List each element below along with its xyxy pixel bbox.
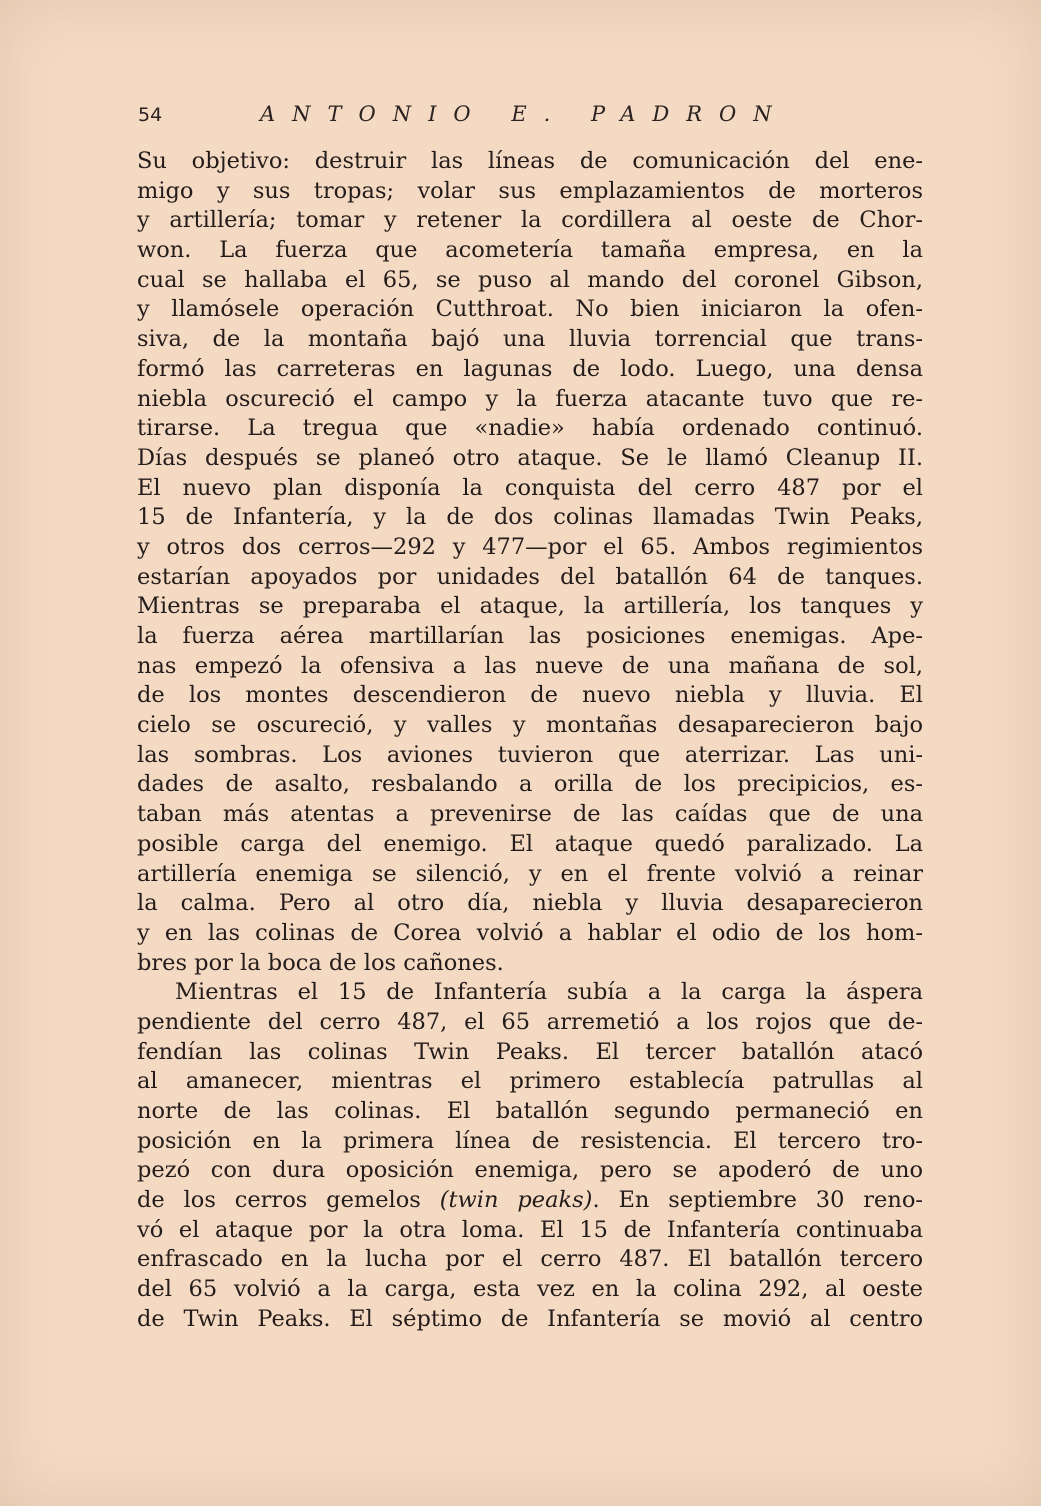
text-line: posición en la primera línea de resistencia. El tercero tro-	[137, 1127, 923, 1154]
text-line: cual se hallaba el 65, se puso al mando del coronel Gibson,	[137, 266, 923, 293]
text-line: nas empezó la ofensiva a las nueve de una mañana de sol,	[137, 652, 923, 679]
text-line: vó el ataque por la otra loma. El 15 de Infantería continuaba	[137, 1216, 923, 1243]
text-line: las sombras. Los aviones tuvieron que aterrizar. Las uni-	[137, 741, 923, 768]
text-line: siva, de la montaña bajó una lluvia torrencial que trans-	[137, 326, 923, 353]
text-line: formó las carreteras en lagunas de lodo. Luego, una densa	[137, 355, 923, 382]
text-line: de Twin Peaks. El séptimo de Infantería se movió al centro	[137, 1305, 923, 1332]
page-header	[138, 104, 938, 134]
text-line: pezó con dura oposición enemiga, pero se apoderó de uno	[137, 1157, 923, 1184]
text-line: pendiente del cerro 487, el 65 arremetió a los rojos que de-	[137, 1008, 923, 1035]
text-line: won. La fuerza que acometería tamaña empresa, en la	[137, 237, 923, 264]
running-head: ANTONIO E. PADRON	[260, 102, 789, 126]
text-run: . En septiembre 30 reno-	[592, 1187, 924, 1214]
text-line: tirarse. La tregua que «nadie» había ordenado continuó.	[137, 415, 923, 442]
text-line: norte de las colinas. El batallón segundo permaneció en	[137, 1098, 923, 1124]
text-line: y otros dos cerros—292 y 477—por el 65. Ambos regimientos	[137, 533, 923, 560]
text-line: Mientras se preparaba el ataque, la artillería, los tanques y	[137, 593, 923, 620]
text-line: Su objetivo: destruir las líneas de comunicación del ene-	[137, 148, 923, 174]
text-line: al amanecer, mientras el primero establecía patrullas al	[137, 1068, 923, 1095]
text-line: El nuevo plan disponía la conquista del cerro 487 por el	[137, 474, 923, 501]
text-line: cielo se oscureció, y valles y montañas desaparecieron bajo	[137, 712, 923, 739]
text-line: del 65 volvió a la carga, esta vez en la colina 292, al oeste	[137, 1276, 923, 1303]
text-line: Días después se planeó otro ataque. Se le llamó Cleanup II.	[137, 444, 923, 471]
text-line: dades de asalto, resbalando a orilla de los precipicios, es-	[137, 771, 923, 798]
text-line: taban más atentas a prevenirse de las caídas que de una	[137, 801, 923, 828]
text-line: estarían apoyados por unidades del batallón 64 de tanques.	[137, 563, 923, 590]
page-number: 54	[138, 104, 163, 126]
text-line: niebla oscureció el campo y la fuerza atacante tuvo que re-	[137, 385, 923, 412]
text-line: la calma. Pero al otro día, niebla y lluvia desaparecieron	[137, 890, 923, 917]
text-line: de los montes descendieron de nuevo niebla y lluvia. El	[137, 682, 923, 709]
text-line: posible carga del enemigo. El ataque quedó paralizado. La	[137, 830, 923, 857]
text-line: Mientras el 15 de Infantería subía a la carga la áspera	[175, 979, 923, 1006]
text-line: artillería enemiga se silenció, y en el frente volvió a reinar	[137, 860, 923, 887]
text-run: de los cerros gemelos	[137, 1187, 440, 1214]
text-line: enfrascado en la lucha por el cerro 487. El batallón tercero	[137, 1246, 923, 1273]
italic-text: (twin peaks)	[439, 1187, 593, 1214]
text-line: migo y sus tropas; volar sus emplazamientos de morteros	[137, 177, 923, 204]
text-line: y llamósele operación Cutthroat. No bien iniciaron la ofen-	[137, 296, 923, 323]
text-line: y en las colinas de Corea volvió a hablar el odio de los hom-	[137, 919, 923, 946]
text-line: bres por la boca de los cañones.	[137, 949, 504, 976]
text-line: y artillería; tomar y retener la cordillera al oeste de Chor-	[137, 207, 923, 234]
text-line: la fuerza aérea martillarían las posiciones enemigas. Ape-	[137, 623, 923, 649]
text-line: 15 de Infantería, y la de dos colinas llamadas Twin Peaks,	[137, 504, 923, 531]
text-line	[137, 1186, 923, 1216]
text-line: fendían las colinas Twin Peaks. El tercer batallón atacó	[137, 1038, 923, 1065]
body-text	[137, 147, 923, 1335]
